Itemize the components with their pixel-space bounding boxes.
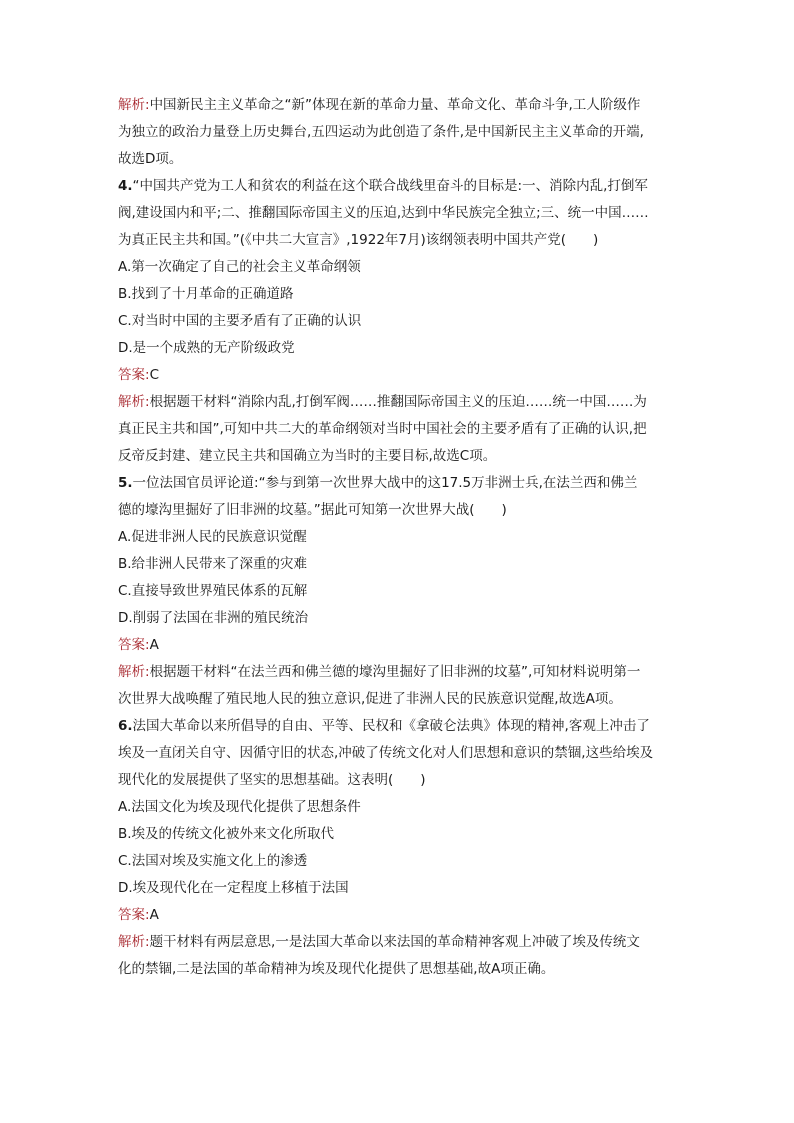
q5-option-d: D.削弱了法国在非洲的殖民统治 bbox=[118, 610, 309, 626]
question-stem: “中国共产党为工人和贫农的利益在这个联合战线里奋斗的目标是:一、消除内乱,打倒军 bbox=[132, 178, 648, 194]
q4-stem-line-3: 为真正民主共和国。”(《中共二大宣言》,1922年7月)该纲领表明中国共产党( ) bbox=[118, 232, 599, 248]
q6-option-b: B.埃及的传统文化被外来文化所取代 bbox=[118, 826, 335, 842]
q6-analysis-line-1 bbox=[118, 929, 678, 956]
intro-analysis-line-3: 故选D项。 bbox=[118, 151, 183, 167]
q6-stem-line-3: 现代化的发展提供了坚实的思想基础。这表明( ) bbox=[118, 772, 426, 788]
q6-option-a: A.法国文化为埃及现代化提供了思想条件 bbox=[118, 799, 361, 815]
analysis-label: 解析: bbox=[118, 97, 150, 113]
analysis-text: 中国新民主主义革命之“新”体现在新的革命力量、革命文化、革命斗争,工人阶级作 bbox=[149, 97, 641, 113]
q4-option-c: C.对当时中国的主要矛盾有了正确的认识 bbox=[118, 313, 362, 329]
analysis-label: 解析: bbox=[118, 934, 150, 950]
answer-label: 答案: bbox=[118, 367, 150, 383]
q6-option-d: D.埃及现代化在一定程度上移植于法国 bbox=[118, 880, 349, 896]
analysis-label: 解析: bbox=[118, 394, 150, 410]
analysis-text: 题干材料有两层意思,一是法国大革命以来法国的革命精神客观上冲破了埃及传统文 bbox=[149, 934, 640, 950]
q4-option-d: D.是一个成熟的无产阶级政党 bbox=[118, 340, 295, 356]
q6-stem-line-2: 埃及一直闭关自守、因循守旧的状态,冲破了传统文化对人们思想和意识的禁锢,这些给埃及 bbox=[118, 745, 654, 761]
q5-analysis-line-1 bbox=[118, 659, 678, 686]
answer-label: 答案: bbox=[118, 637, 150, 653]
q4-option-a: A.第一次确定了自己的社会主义革命纲领 bbox=[118, 259, 361, 275]
q6-answer bbox=[118, 902, 678, 929]
q5-analysis-line-2: 次世界大战唤醒了殖民地人民的独立意识,促进了非洲人民的民族意识觉醒,故选A项。 bbox=[118, 691, 622, 707]
answer-value: C bbox=[149, 367, 159, 383]
q5-answer bbox=[118, 632, 678, 659]
analysis-text: 根据题干材料“在法兰西和佛兰德的壕沟里掘好了旧非洲的坟墓”,可知材料说明第一 bbox=[149, 664, 641, 680]
q4-analysis-line-1 bbox=[118, 389, 678, 416]
q4-stem-line-1 bbox=[118, 173, 678, 200]
intro-analysis-line-1 bbox=[118, 92, 678, 119]
q4-analysis-line-2: 真正民主共和国”,可知中共二大的革命纲领对当时中国社会的主要矛盾有了正确的认识,把 bbox=[118, 421, 647, 437]
question-stem: 法国大革命以来所倡导的自由、平等、民权和《拿破仑法典》体现的精神,客观上冲击了 bbox=[132, 718, 650, 734]
intro-analysis-line-2: 为独立的政治力量登上历史舞台,五四运动为此创造了条件,是中国新民主主义革命的开端, bbox=[118, 124, 644, 140]
analysis-label: 解析: bbox=[118, 664, 150, 680]
q6-option-c: C.法国对埃及实施文化上的渗透 bbox=[118, 853, 308, 869]
question-number: 6. bbox=[118, 718, 133, 734]
q4-option-b: B.找到了十月革命的正确道路 bbox=[118, 286, 294, 302]
q5-stem-line-2: 德的壕沟里掘好了旧非洲的坟墓。”据此可知第一次世界大战( ) bbox=[118, 502, 507, 518]
analysis-text: 根据题干材料“消除内乱,打倒军阀……推翻国际帝国主义的压迫……统一中国……为 bbox=[149, 394, 647, 410]
q5-option-c: C.直接导致世界殖民体系的瓦解 bbox=[118, 583, 308, 599]
q6-analysis-line-2: 化的禁锢,二是法国的革命精神为埃及现代化提供了思想基础,故A项正确。 bbox=[118, 961, 555, 977]
answer-value: A bbox=[149, 637, 159, 653]
q6-stem-line-1 bbox=[118, 713, 678, 740]
question-number: 4. bbox=[118, 178, 133, 194]
q5-option-a: A.促进非洲人民的民族意识觉醒 bbox=[118, 529, 307, 545]
q5-option-b: B.给非洲人民带来了深重的灾难 bbox=[118, 556, 308, 572]
q5-stem-line-1 bbox=[118, 470, 678, 497]
question-number: 5. bbox=[118, 475, 133, 491]
q4-stem-line-2: 阀,建设国内和平;二、推翻国际帝国主义的压迫,达到中华民族完全独立;三、统一中国…… bbox=[118, 205, 649, 221]
document-page bbox=[118, 92, 678, 983]
q4-answer bbox=[118, 362, 678, 389]
answer-label: 答案: bbox=[118, 907, 150, 923]
question-stem: 一位法国官员评论道:“参与到第一次世界大战中的这17.5万非洲士兵,在法兰西和佛兰 bbox=[132, 475, 638, 491]
q4-analysis-line-3: 反帝反封建、建立民主共和国确立为当时的主要目标,故选C项。 bbox=[118, 448, 497, 464]
answer-value: A bbox=[149, 907, 159, 923]
